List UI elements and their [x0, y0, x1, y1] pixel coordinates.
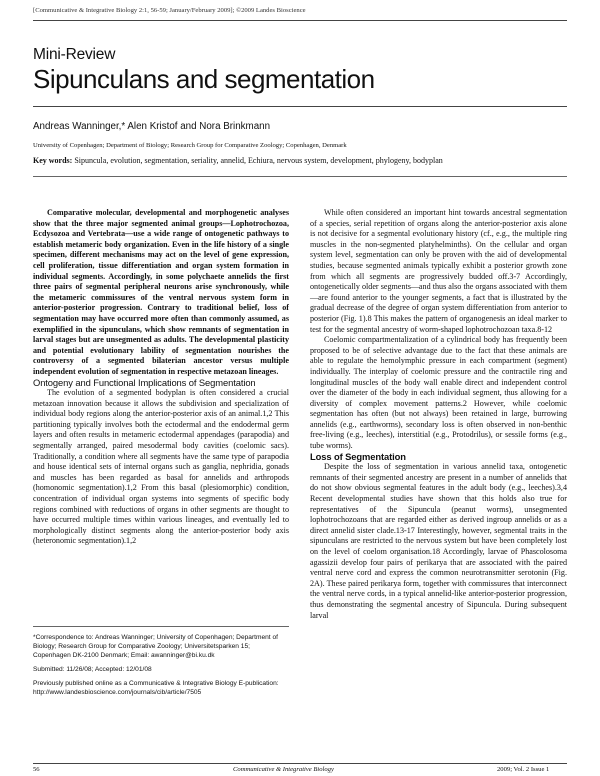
submission-dates: Submitted: 11/26/08; Accepted: 12/01/08 — [33, 666, 152, 673]
correspondence-text: *Correspondence to: Andreas Wanninger; University of Copenhagen; Department of Biology; Research Group for Comparative Zoology; Universitetsparken 15; Copenhagen DK-2100 Denmark; Email: awanninger@bi.ku.dk — [33, 634, 278, 659]
left-column — [33, 208, 289, 547]
header-rule — [33, 20, 567, 21]
keywords-list: Sipuncula, evolution, segmentation, seriality, annelid, Echiura, nervous system, development, phylogeny, bodyplan — [74, 156, 443, 165]
right-column — [310, 208, 567, 621]
body-paragraph: The evolution of a segmented bodyplan is often considered a crucial metazoan innovation because it allows the subdivision and specialization of individual body regions along the anterior-posterior axis of an animal.1,2 This partitioning typically involves both the ectodermal and the endodermal germ layers and often results in metameric ectodermal appendages (parapodia) and segmentally arranged, paired mesodermal body cavities (coelomic sacs). Traditionally, a condition where all segments have the same type of parapodia and house identical sets of internal organs such as ganglia, nephridia, gonads and muscles has been regarded as basal for annelids and arthropods (homonomic segmentation).1,2 From this basal (plesiomorphic) condition, concentration of individual organ systems into segments of specific body regions combined with reductions of organs in other segments are thought to have occurred multiple times within various lineages, and eventually led to morphologically distinct segments along the anterior-posterior body axis (heteronomic segmentation).1,2 — [33, 388, 289, 546]
body-paragraph: Coelomic compartmentalization of a cylindrical body has frequently been proposed to be of selective advantage due to the fact that these animals are able to regulate the hemolymphic pressure in each compartment (segment) individually. The interplay of coelomic pressure and the contractile ring and longitudinal muscles of the body wall enable direct and independent control over the diameter of the body in each individual segment, thus allowing for a diversity of complex movement patterns.2 However, while coelomic segmentation has often (but not always) been retained in large, burrowing annelids (e.g., earthworms), secondary loss is often observed in non-benthic free-living (e.g., leeches), interstitial (e.g., Protodrilus), or sessile forms (e.g., tube worms). — [310, 335, 567, 451]
journal-citation: [Communicative & Integrative Biology 2:1, 56-59; January/February 2009]; ©2009 Landes Bioscience — [33, 7, 306, 14]
page-number: 56 — [33, 766, 40, 773]
section-heading-ontogeny: Ontogeny and Functional Implications of Segmentation — [33, 376, 256, 388]
keywords — [33, 156, 443, 165]
keywords-rule — [33, 176, 567, 177]
previous-publication: Previously published online as a Communicative & Integrative Biology E-publication: http://www.landesbioscience.com/journals/cib/article/7505 — [33, 680, 279, 696]
footer-issue: 2009; Vol. 2 Issue 1 — [497, 766, 550, 773]
article-title: Sipunculans and segmentation — [33, 64, 375, 94]
section-heading-loss: Loss of Segmentation — [310, 450, 406, 462]
correspondence-box — [33, 626, 289, 702]
body-paragraph: While often considered an important hint towards ancestral segmentation of a species, serial repetition of organs along the anterior-posterior axis alone is not decisive for a segmental evolutionary history (cf., e.g., the multiple ring muscles in the non-segmented platyhelminths). On the cellular and organ system level, segmentation can only be proven with the aid of developmental studies, because segmented animals typically exhibit a posterior growth zone from which all segments are progressively budded off.3-7 Accordingly, ontogenetically older segments—and thus also the organs associated with them—are found anterior to the younger segments, a fact that is illustrated by the gradual decrease of the degree of organ system differentiation from anterior to posterior (Fig. 1).8 This makes the pattern of organogenesis an ideal marker to test for the segmental ancestry of worm-shaped lophotrochozoan taxa.8-12 — [310, 208, 567, 334]
keywords-label: Key words: — [33, 156, 73, 165]
body-paragraph: Despite the loss of segmentation in various annelid taxa, ontogenetic remnants of their segmented ancestry are present in a number of annelids that do not show obvious segmental features in the adult body (e.g., leeches).3,4 Recent developmental studies have shown that this holds also true for representatives of the Sipuncula (peanut worms), unsegmented lophotrochozoans that are regarded either as derived ingroup annelids or as a direct annelid sister clade.13-17 Interestingly, however, segmental traits in the sipunculans are restricted to the nervous system but have been completely lost on the level of coelom organisation.18 Accordingly, larvae of Phascolosoma agassizii develop four pairs of perikarya that are associated with the paired ventral nerve cord and express the common neurotransmitter serotonin (Fig. 2A). These paired perikarya form, together with commissures that interconnect the ventral nerve cords, in a typical annelid-like anterior-posterior progression, thus demonstrating the segmental ancestry of Sipuncula. During subsequent larval — [310, 462, 567, 620]
article-type: Mini-Review — [33, 46, 116, 63]
affiliation: University of Copenhagen; Department of Biology; Research Group for Comparative Zoology; Copenhagen, Denmark — [33, 142, 347, 149]
abstract: Comparative molecular, developmental and morphogenetic analyses show that the three major segmented animal groups—Lophotrochozoa, Ecdysozoa and Vertebrata—use a wide range of ontogenetic pathways to establish metameric body organization. Even in the life history of a single specimen, different mechanisms may act on the level of gene expression, cell proliferation, tissue differentiation and organ system formation in individual segments. Accordingly, in some polychaete annelids the first three pairs of segmental peripheral neurons arise synchronously, while the metameric commissures of the ventral nervous system form in anterior-posterior progression. Contrary to traditional belief, loss of segmentation may have occurred more often than commonly assumed, as exemplified in the sipunculans, which show remnants of segmentation in larval stages but are unsegmented as adults. The developmental plasticity and potential evolutionary lability of segmentation nourishes the controversy of a segmented bilaterian ancestor versus multiple independent evolution of segmentation in respective metazoan lineages. — [33, 208, 289, 376]
author-list: Andreas Wanninger,* Alen Kristof and Nora Brinkmann — [33, 121, 271, 132]
footer-journal: Communicative & Integrative Biology — [233, 766, 334, 773]
footer-rule — [33, 763, 567, 764]
title-rule — [33, 106, 567, 107]
